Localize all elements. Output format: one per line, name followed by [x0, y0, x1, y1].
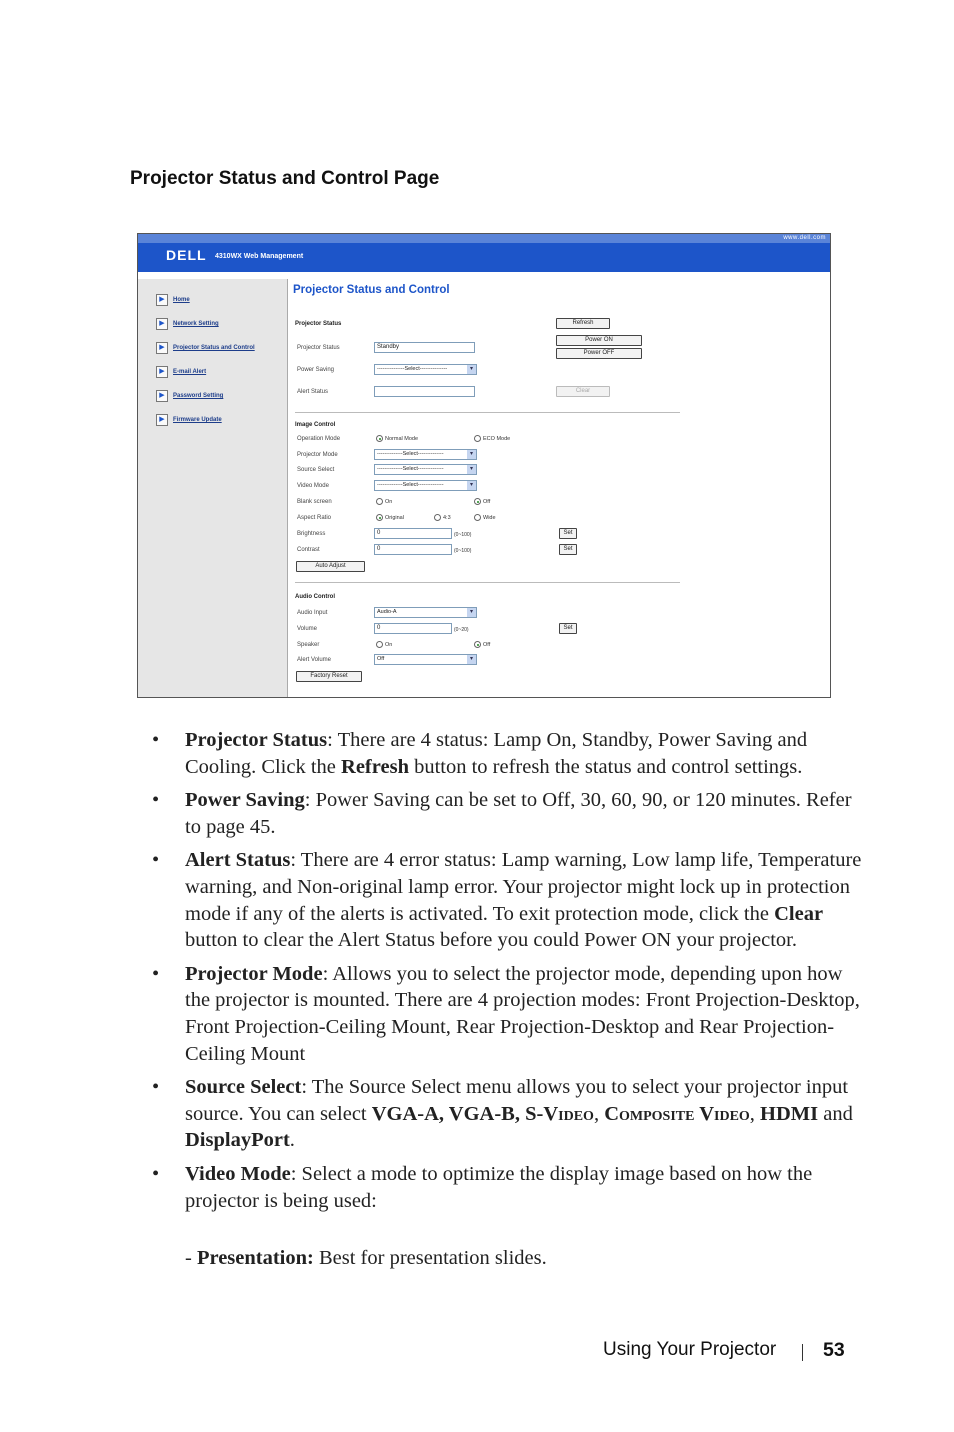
bullet-icon: • — [152, 1076, 160, 1099]
brightness-range: (0~100) — [454, 532, 472, 538]
feature-list — [150, 727, 870, 1221]
brightness-set-button[interactable]: Set — [559, 528, 577, 539]
projector-status-heading: Projector Status — [295, 321, 342, 327]
footer-section: Using Your Projector — [603, 1339, 777, 1360]
normal-mode-radio[interactable]: Normal Mode — [376, 435, 418, 442]
radio-icon — [376, 498, 383, 505]
radio-selected-icon — [376, 435, 383, 442]
blank-screen-on-radio[interactable]: On — [376, 498, 392, 505]
alert-status-label: Alert Status — [297, 389, 329, 395]
speaker-on-radio[interactable]: On — [376, 641, 392, 648]
auto-adjust-button[interactable]: Auto Adjust — [296, 561, 365, 572]
dell-logo: DELL — [166, 247, 207, 263]
aspect-original-radio[interactable]: Original — [376, 514, 404, 521]
power-off-button[interactable]: Power OFF — [556, 348, 642, 359]
contrast-range: (0~100) — [454, 548, 472, 554]
power-saving-select[interactable]: ---------------Select--------------- ▾ — [374, 364, 477, 375]
video-mode-label: Video Mode — [297, 483, 329, 489]
dropdown-arrow-icon: ▾ — [467, 608, 476, 617]
dropdown-arrow-icon: ▾ — [467, 465, 476, 474]
bullet-icon: • — [152, 789, 160, 812]
audio-input-label: Audio Input — [297, 610, 328, 616]
operation-mode-label: Operation Mode — [297, 436, 341, 442]
radio-icon — [474, 435, 481, 442]
list-item: • Source Select: The Source Select menu allows you to select your projector input source. You can select VGA-A, VGA-B, S-Video, Composite Video, HDMI and DisplayPort. — [152, 1076, 853, 1152]
list-item: • Alert Status: There are 4 error status: Lamp warning, Low lamp life, Temperature warning, and Non-original lamp error. Your projector might lock up in protection mode if any of the alerts is activated. To exit protection mode, click the Clear button to clear the Alert Status before you could Power ON your projector. — [152, 849, 862, 952]
projector-status-label: Projector Status — [297, 345, 340, 351]
web-management-screenshot — [137, 233, 831, 698]
speaker-label: Speaker — [297, 642, 320, 648]
projector-status-field[interactable]: Standby — [374, 342, 475, 353]
contrast-set-button[interactable]: Set — [559, 544, 577, 555]
speaker-off-radio[interactable]: Off — [474, 641, 490, 648]
volume-set-button[interactable]: Set — [559, 623, 577, 634]
bullet-icon: • — [152, 1162, 160, 1185]
section-heading: Projector Status and Control Page — [130, 168, 440, 189]
radio-icon — [474, 514, 481, 521]
power-saving-label: Power Saving — [297, 367, 335, 373]
sidebar-item-firmware-update[interactable]: ▶ Firmware Update — [156, 413, 222, 427]
list-item: • Projector Mode: Allows you to select the projector mode, depending upon how the projector is mounted. There are 4 projection modes: Front Projection-Desktop, Front Projection-Ceiling Mount, Rear Projection-Desktop and Rear Projection-Ceiling Mount — [152, 962, 860, 1065]
source-select-label: Source Select — [297, 467, 335, 473]
arrow-icon: ▶ — [156, 414, 168, 426]
sidebar-item-projector-status[interactable]: ▶ Projector Status and Control — [156, 341, 255, 355]
blank-screen-off-radio[interactable]: Off — [474, 498, 490, 505]
alert-volume-label: Alert Volume — [297, 657, 332, 663]
image-control-heading: Image Control — [295, 422, 336, 428]
aspect-43-radio[interactable]: 4:3 — [434, 514, 451, 521]
projector-mode-select[interactable]: --------------Select-------------- ▾ — [374, 449, 477, 460]
sidebar — [138, 279, 288, 698]
factory-reset-button[interactable]: Factory Reset — [296, 671, 362, 682]
list-item: • Power Saving: Power Saving can be set to Off, 30, 60, 90, or 120 minutes. Refer to page 45. — [152, 789, 852, 838]
arrow-icon: ▶ — [156, 342, 168, 354]
refresh-button[interactable]: Refresh — [556, 318, 610, 329]
dropdown-arrow-icon: ▾ — [467, 481, 476, 490]
contrast-label: Contrast — [297, 547, 320, 553]
divider — [295, 582, 680, 583]
eco-mode-radio[interactable]: ECO Mode — [474, 435, 510, 442]
power-on-button[interactable]: Power ON — [556, 335, 642, 346]
volume-range: (0~20) — [454, 627, 469, 633]
sidebar-item-network-setting[interactable]: ▶ Network Setting — [156, 317, 219, 331]
video-mode-select[interactable]: --------------Select-------------- ▾ — [374, 480, 477, 491]
site-url[interactable]: www.dell.com — [783, 235, 826, 241]
list-item: • Video Mode: Select a mode to optimize the display image based on how the projector is being used: — [152, 1162, 813, 1212]
source-select-select[interactable]: --------------Select-------------- ▾ — [374, 464, 477, 475]
radio-selected-icon — [474, 498, 481, 505]
arrow-icon: ▶ — [156, 390, 168, 402]
page-title: Projector Status and Control — [293, 284, 450, 296]
audio-input-select[interactable]: Audio-A ▾ — [374, 607, 477, 618]
sidebar-item-home[interactable]: ▶ Home — [156, 293, 190, 307]
alert-status-field[interactable] — [374, 386, 475, 397]
footer-divider — [802, 1344, 803, 1361]
bullet-icon: • — [152, 849, 160, 872]
radio-selected-icon — [474, 641, 481, 648]
dropdown-arrow-icon: ▾ — [467, 450, 476, 459]
header-banner — [138, 234, 830, 272]
contrast-field[interactable]: 0 — [374, 544, 452, 555]
alert-volume-select[interactable]: Off ▾ — [374, 654, 477, 665]
dropdown-arrow-icon: ▾ — [467, 655, 476, 664]
page-number: 53 — [823, 1339, 845, 1361]
projector-mode-label: Projector Mode — [297, 452, 338, 458]
aspect-wide-radio[interactable]: Wide — [474, 514, 496, 521]
sidebar-item-password-setting[interactable]: ▶ Password Setting — [156, 389, 223, 403]
bullet-icon: • — [152, 962, 160, 985]
brightness-label: Brightness — [297, 531, 326, 537]
volume-label: Volume — [297, 626, 318, 632]
page-footer — [600, 1339, 850, 1365]
arrow-icon: ▶ — [156, 366, 168, 378]
sidebar-item-email-alert[interactable]: ▶ E-mail Alert — [156, 365, 206, 379]
volume-field[interactable]: 0 — [374, 623, 452, 634]
arrow-icon: ▶ — [156, 318, 168, 330]
list-item: • Projector Status: There are 4 status: Lamp On, Standby, Power Saving and Cooling. Click the Refresh button to refresh the status and control settings. — [152, 729, 808, 778]
radio-selected-icon — [376, 514, 383, 521]
dropdown-arrow-icon: ▾ — [467, 365, 476, 374]
brightness-field[interactable]: 0 — [374, 528, 452, 539]
blank-screen-label: Blank screen — [297, 499, 332, 505]
product-title: 4310WX Web Management — [215, 253, 304, 260]
aspect-ratio-label: Aspect Ratio — [297, 515, 332, 521]
radio-icon — [434, 514, 441, 521]
bullet-icon: • — [152, 729, 160, 751]
audio-control-heading: Audio Control — [295, 594, 335, 600]
radio-icon — [376, 641, 383, 648]
sub-list-item: - Presentation: Best for presentation slides. — [185, 1247, 547, 1269]
arrow-icon: ▶ — [156, 294, 168, 306]
divider — [295, 412, 680, 413]
clear-button[interactable]: Clear — [556, 386, 610, 397]
